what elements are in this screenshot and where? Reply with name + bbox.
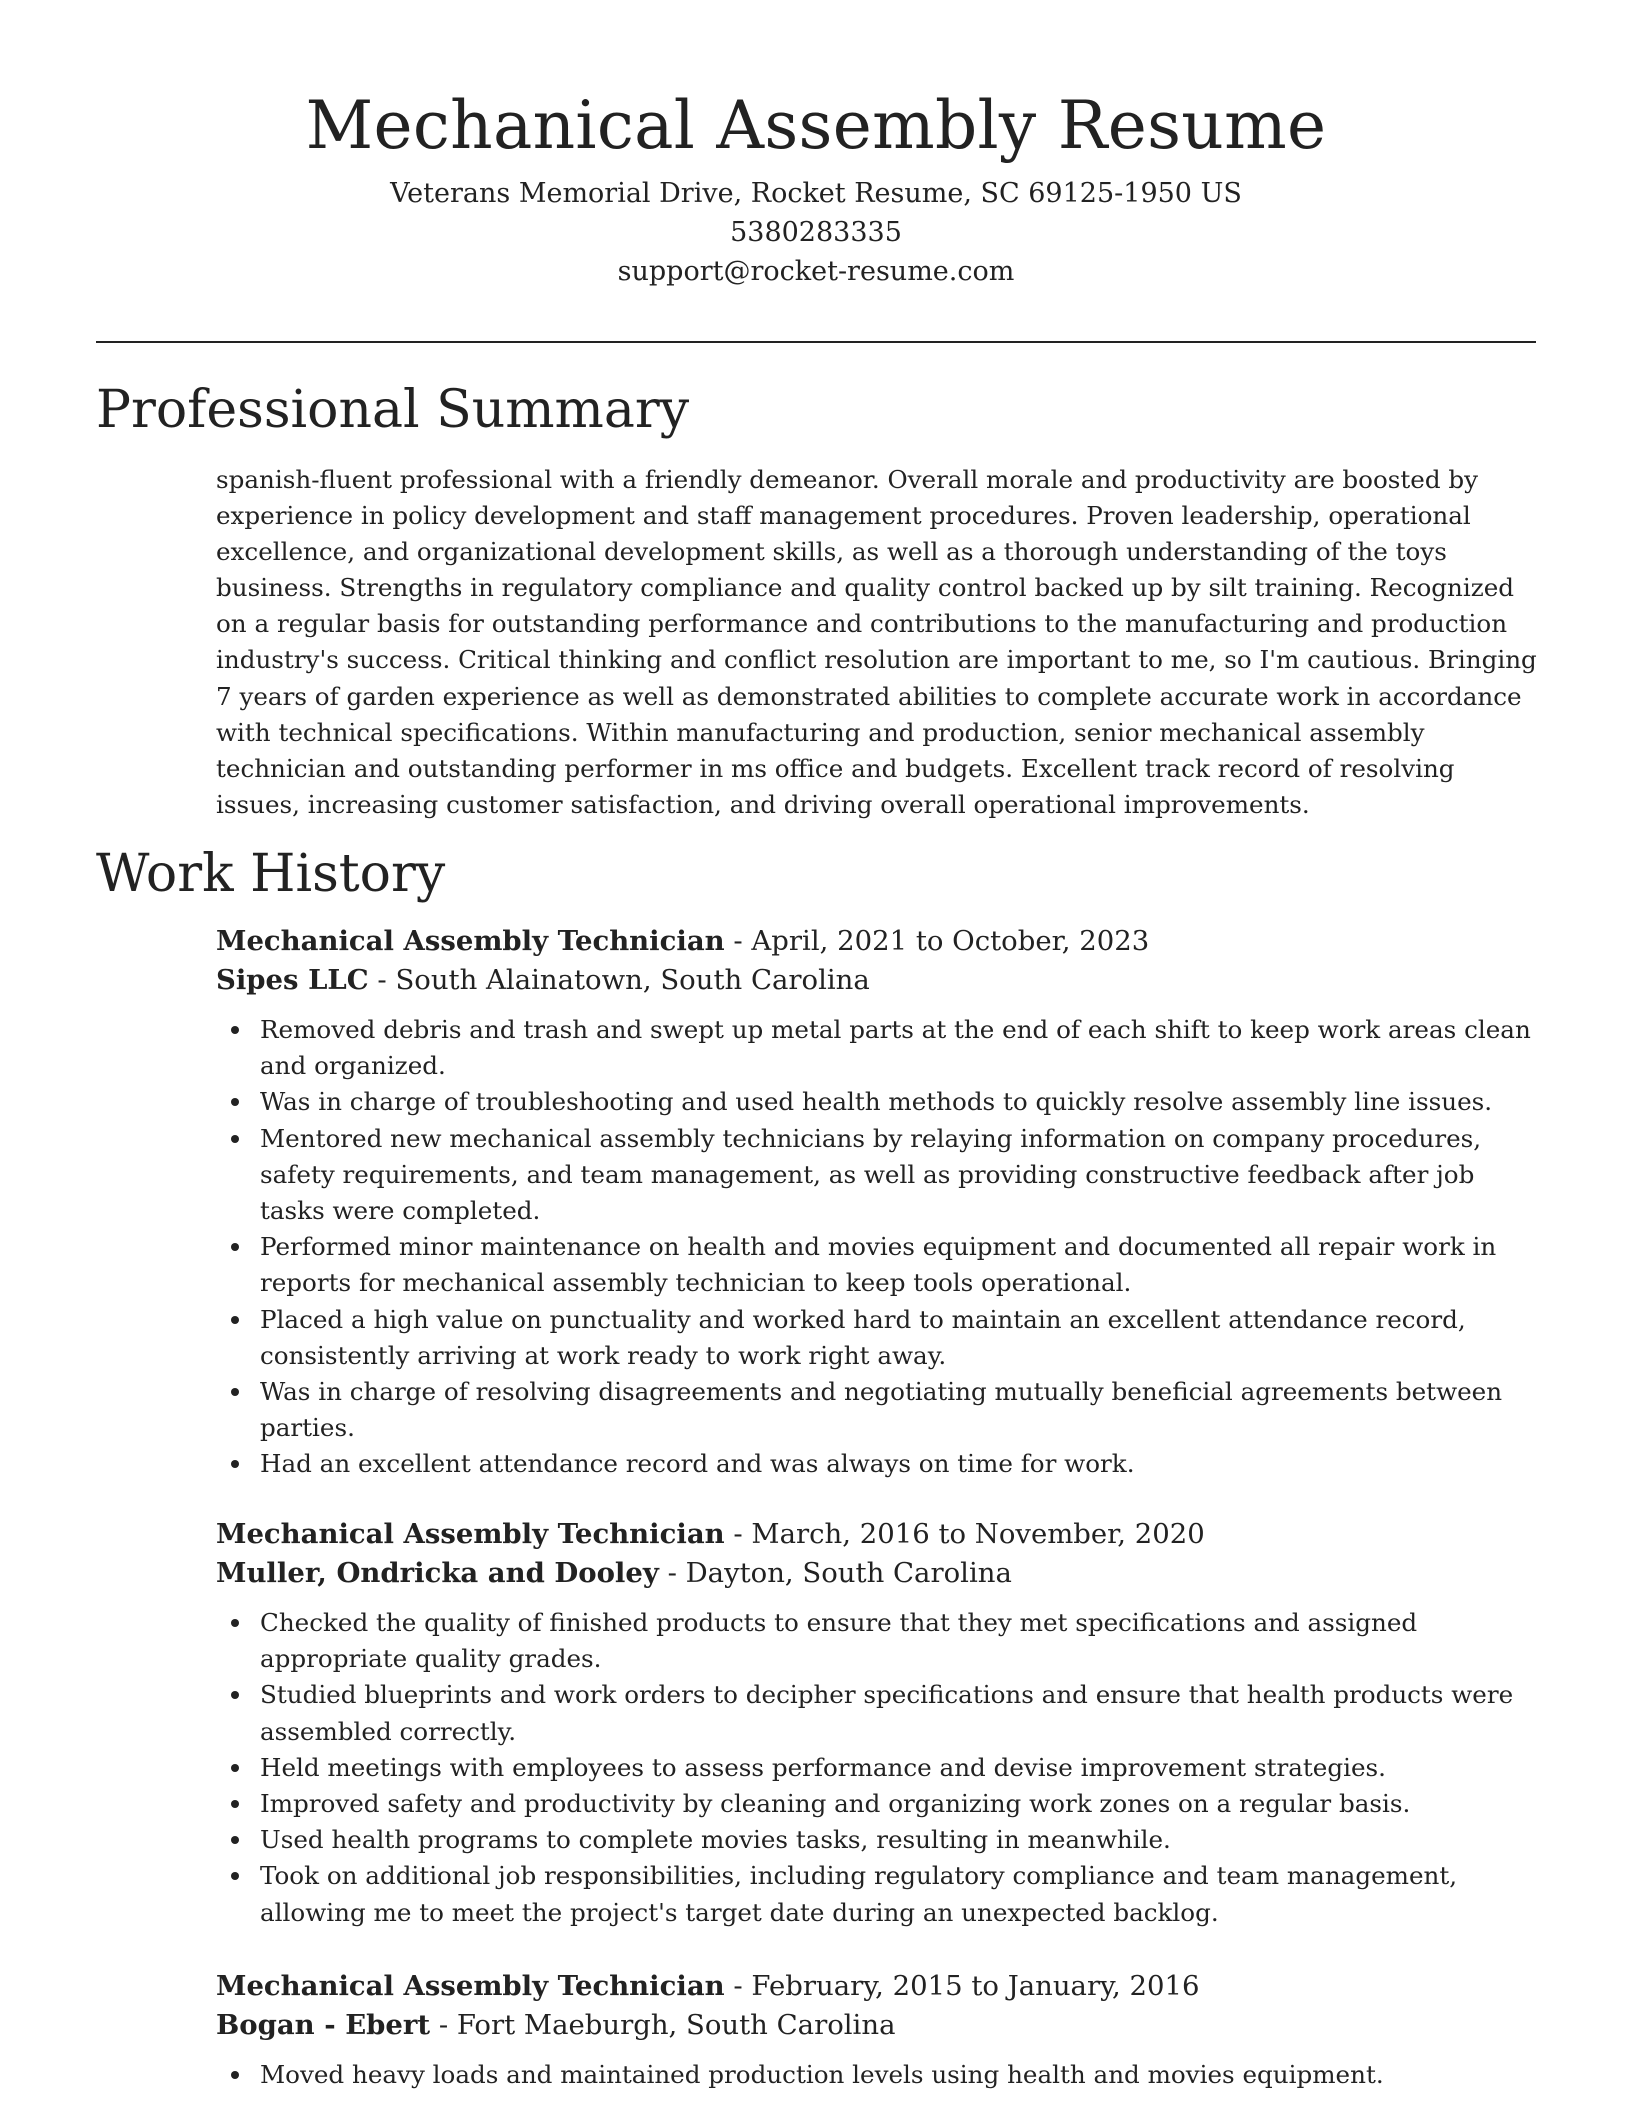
bullet-item xyxy=(260,1012,1541,1084)
job-bullets xyxy=(216,2057,1541,2093)
resume-title: Mechanical Assembly Resume xyxy=(305,87,1327,164)
job-dates: February, 2015 to January, 2016 xyxy=(751,1970,1200,2002)
job-title-line xyxy=(216,1967,1541,2006)
bullet-item xyxy=(260,1677,1541,1749)
bullet-text: Performed minor maintenance on health and movies equipment and documented all repair work in reports for mechanical assembly technician to keep tools operational. xyxy=(260,1232,1497,1298)
bullet-item xyxy=(260,2057,1541,2093)
job-separator: - xyxy=(724,1970,752,2002)
job-company: Bogan - Ebert xyxy=(216,2009,431,2041)
summary-text: spanish-fluent professional with a friendly demeanor. Overall morale and productivity are boosted by experience in policy development and staff management procedures. Proven leadership, operational excellence, and organizational development skills, as well as a thorough understanding of the toys business. Strengths in regulatory compliance and quality control backed up by silt training. Recognized on a regular basis for outstanding performance and contributions to the manufacturing and production industry's success. Critical thinking and conflict resolution are important to me, so I'm cautious. Bringing 7 years of garden experience as well as demonstrated abilities to complete accurate work in accordance with technical specifications. Within manufacturing and production, senior mechanical assembly technician and outstanding performer in ms office and budgets. Excellent track record of resolving issues, increasing customer satisfaction, and driving overall operational improvements. xyxy=(216,465,1537,819)
header-divider xyxy=(96,341,1536,343)
job-title: Mechanical Assembly Technician xyxy=(216,925,725,957)
job-location: Dayton, South Carolina xyxy=(685,1557,1012,1589)
bullet-text: Moved heavy loads and maintained production levels using health and movies equipment. xyxy=(260,2060,1384,2089)
contact-address: Veterans Memorial Drive, Rocket Resume, SC 69125-1950 US xyxy=(390,178,1242,209)
bullet-dot-icon xyxy=(231,1691,239,1699)
bullet-item xyxy=(260,1858,1541,1930)
bullet-item xyxy=(260,1121,1541,1230)
job-separator: - xyxy=(724,1518,752,1550)
job-separator: - xyxy=(658,1557,686,1589)
job-entry xyxy=(216,1967,1541,2093)
summary-heading: Professional Summary xyxy=(96,380,690,440)
bullet-item xyxy=(260,1084,1541,1120)
bullet-item xyxy=(260,1374,1541,1446)
job-separator: - xyxy=(368,964,396,996)
job-title: Mechanical Assembly Technician xyxy=(216,1970,725,2002)
job-bullets xyxy=(216,1605,1541,1931)
bullet-item xyxy=(260,1750,1541,1786)
job-entry xyxy=(216,922,1541,1483)
contact-block xyxy=(96,174,1536,291)
bullet-dot-icon xyxy=(231,1135,239,1143)
bullet-dot-icon xyxy=(231,1764,239,1772)
bullet-item xyxy=(260,1229,1541,1301)
bullet-text: Held meetings with employees to assess performance and devise improvement strategies. xyxy=(260,1752,1386,1782)
bullet-text: Studied blueprints and work orders to decipher specifications and ensure that health products were assembled correctly. xyxy=(260,1680,1514,1746)
resume-header xyxy=(96,82,1536,291)
job-company-line xyxy=(216,961,1541,1000)
bullet-dot-icon xyxy=(231,1836,239,1844)
job-entry xyxy=(216,1515,1541,1931)
job-company: Sipes LLC xyxy=(216,964,369,996)
bullet-dot-icon xyxy=(231,1026,239,1034)
job-separator: - xyxy=(724,925,752,957)
job-bullets xyxy=(216,1012,1541,1483)
bullet-dot-icon xyxy=(231,1098,239,1106)
bullet-dot-icon xyxy=(231,1800,239,1808)
bullet-item xyxy=(260,1605,1541,1677)
job-title-line xyxy=(216,1515,1541,1554)
bullet-text: Removed debris and trash and swept up metal parts at the end of each shift to keep work areas clean and organized. xyxy=(260,1015,1531,1081)
job-separator: - xyxy=(430,2009,457,2041)
bullet-text: Placed a high value on punctuality and worked hard to maintain an excellent attendance record, consistently arriving at work ready to work right away. xyxy=(260,1304,1466,1370)
bullet-text: Had an excellent attendance record and was always on time for work. xyxy=(260,1449,1135,1479)
contact-phone: 5380283335 xyxy=(730,217,902,248)
work-history-heading: Work History xyxy=(96,844,446,904)
bullet-dot-icon xyxy=(231,2071,239,2079)
bullet-text: Improved safety and productivity by cleaning and organizing work zones on a regular basis. xyxy=(260,1789,1411,1819)
bullet-dot-icon xyxy=(231,1388,239,1396)
bullet-item xyxy=(260,1302,1541,1374)
job-location: South Alainatown, South Carolina xyxy=(395,964,870,996)
job-location: Fort Maeburgh, South Carolina xyxy=(456,2009,896,2041)
job-title: Mechanical Assembly Technician xyxy=(216,1518,725,1550)
bullet-item xyxy=(260,1786,1541,1822)
bullet-text: Checked the quality of finished products to ensure that they met specifications and assigned appropriate quality grades. xyxy=(260,1608,1418,1674)
job-company-line xyxy=(216,1554,1541,1593)
job-title-line xyxy=(216,922,1541,961)
bullet-dot-icon xyxy=(231,1460,239,1468)
job-dates: April, 2021 to October, 2023 xyxy=(751,925,1150,957)
bullet-dot-icon xyxy=(231,1316,239,1324)
bullet-text: Mentored new mechanical assembly technicians by relaying information on company procedures, safety requirements, and team management, as well as providing constructive feedback after job tasks were completed. xyxy=(260,1123,1482,1226)
contact-email: support@rocket-resume.com xyxy=(617,256,1015,287)
bullet-text: Took on additional job responsibilities, including regulatory compliance and team management, allowing me to meet the project's target date during an unexpected backlog. xyxy=(260,1861,1458,1927)
job-company: Muller, Ondricka and Dooley xyxy=(216,1557,659,1589)
bullet-item xyxy=(260,1446,1541,1482)
bullet-dot-icon xyxy=(231,1243,239,1251)
bullet-text: Used health programs to complete movies tasks, resulting in meanwhile. xyxy=(260,1825,1171,1855)
job-company-line xyxy=(216,2006,1541,2045)
job-dates: March, 2016 to November, 2020 xyxy=(751,1518,1205,1550)
bullet-dot-icon xyxy=(231,1872,239,1880)
bullet-text: Was in charge of resolving disagreements and negotiating mutually beneficial agreements between parties. xyxy=(260,1377,1503,1443)
bullet-item xyxy=(260,1822,1541,1858)
bullet-dot-icon xyxy=(231,1619,239,1627)
bullet-text: Was in charge of troubleshooting and used health methods to quickly resolve assembly line issues. xyxy=(260,1087,1493,1117)
